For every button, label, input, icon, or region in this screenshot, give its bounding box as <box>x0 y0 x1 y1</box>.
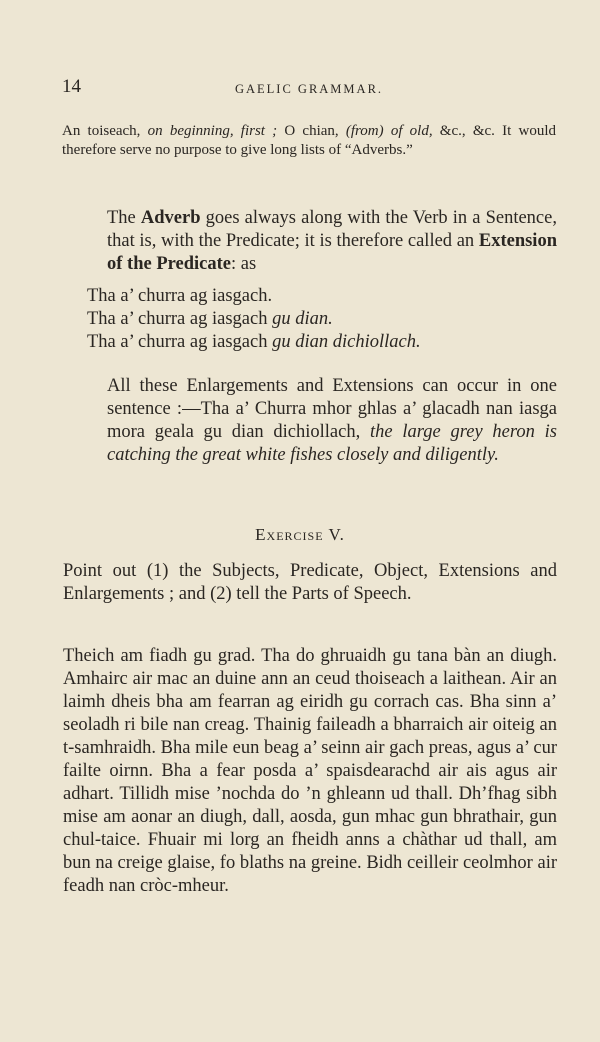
intro-paragraph <box>62 122 556 160</box>
exercise-heading: Exercise V. <box>255 525 345 544</box>
exercise-instruction: Point out (1) the Subjects, Predicate, Object, Extensions and Enlargements ; and (2) tell the Parts of Speech. <box>63 561 557 604</box>
example-line-2 <box>87 308 557 331</box>
page-header <box>62 76 556 100</box>
intro-text-1: An toiseach, <box>62 123 148 139</box>
example-italic: gu dian. <box>272 309 333 329</box>
extension-term: Extension of the Predicate <box>107 231 557 274</box>
adverb-text-3: : as <box>230 254 257 274</box>
example-text: Tha a’ churra ag iasgach <box>87 332 273 352</box>
intro-text-2: O chian, <box>277 123 346 139</box>
intro-italic-2: (from) of old, <box>345 123 433 139</box>
adverb-term: Adverb <box>140 208 201 228</box>
example-sentences <box>87 285 557 354</box>
example-line-3 <box>87 331 557 354</box>
enlargements-text: All these Enlargements and Extensions can occur in one sentence :—Tha a’ Churra mhor ghlas a’ glacadh nan iasga mora geala gu dian dichiollach, <box>107 376 557 442</box>
example-text: Tha a’ churra ag iasgach. <box>87 286 273 306</box>
example-italic: gu dian dichiollach. <box>272 332 421 352</box>
enlargements-translation: the large grey heron is catching the great white fishes closely and diligently. <box>107 422 557 465</box>
exercise-text: Theich am fiadh gu grad. Tha do ghruaidh gu tana bàn an diugh. Amhairc air mac an duine ann an ceud thoiseach a laithean. Air an laimh dheis bha am fearran ag eiridh gu corrach cas. Bha sinn a’ seoladh ri bile nan creag. Thainig faileadh a bharraich air oiteig an t-samhraidh. Bha mile eun beag a’ seinn air gach preas, agus a’ cur failte oirnn. Bha a fear posda a’ spaisdearachd air ais agus air adhart. Tillidh mise ’nochda do ’n ghleann ud thall. Dh’fhag sibh mise am aonar an diugh, dall, aosda, gun mhac gun bhrathair, gun chul-taice. Fhuair mi lorg an fheidh anns a chàthar ud thall, am bun na creige glaise, fo blaths na greine. Bidh ceilleir ceolmhor air feadh nan cròc-mheur. <box>63 646 557 896</box>
page-number: 14 <box>62 76 81 97</box>
intro-italic-1: on beginning, first ; <box>147 123 278 139</box>
running-title: GAELIC GRAMMAR. <box>234 82 384 96</box>
intro-text-3: &c., &c. It would therefore serve no purpose to give long lists of “Adverbs.” <box>62 123 556 158</box>
adverb-text-2: goes always along with the Verb in a Sentence, that is, with the Predicate; it is therefore called an <box>107 208 557 251</box>
example-text: Tha a’ churra ag iasgach <box>87 309 273 329</box>
adverb-paragraph <box>107 207 557 276</box>
example-line-1 <box>87 285 557 308</box>
adverb-text-1: The <box>107 208 141 228</box>
enlargements-paragraph <box>107 375 557 467</box>
